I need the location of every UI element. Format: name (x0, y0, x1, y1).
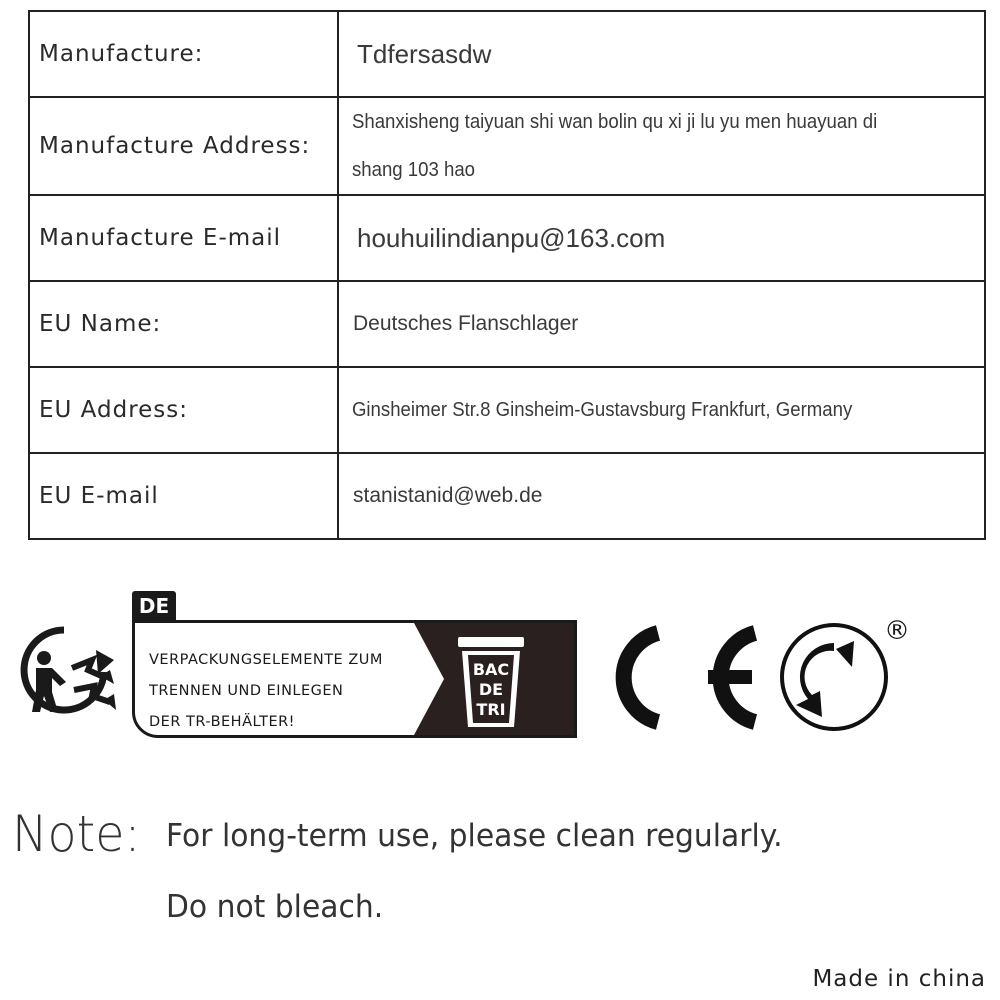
manufacture-label: Manufacture: (29, 11, 338, 97)
triman-line: TRENNEN UND EINLEGEN (149, 683, 344, 699)
ce-mark-icon (600, 625, 770, 730)
bin-text: BAC (472, 660, 510, 679)
table-row (29, 11, 985, 97)
eu-email-value: stanistanid@web.de (338, 453, 985, 539)
bin-text: DE (478, 680, 504, 699)
triman-info-box (132, 620, 577, 738)
manufacture-value: Tdfersasdw (338, 11, 985, 97)
eu-address-label: EU Address: (29, 367, 338, 453)
eu-name-label: EU Name: (29, 281, 338, 367)
bin-text: TRI (476, 700, 506, 719)
green-dot-icon (778, 621, 890, 733)
manufacture-email-value: houhuilindianpu@163.com (338, 195, 985, 281)
manufacture-email-label: Manufacture E-mail (29, 195, 338, 281)
made-in-label: Made in china (812, 966, 986, 992)
table-row (29, 453, 985, 539)
triman-icon (10, 620, 118, 720)
eu-address-value: Ginsheimer Str.8 Ginsheim-Gustavsburg Frankfurt, Germany (338, 367, 940, 453)
registered-mark: ® (884, 616, 910, 646)
manufacture-address-value: Shanxisheng taiyuan shi wan bolin qu xi ji lu yu men huayuan di shang 103 hao (338, 97, 940, 195)
table-row (29, 367, 985, 453)
de-badge: DE (132, 591, 176, 621)
note-label: Note: (12, 805, 141, 863)
table-row (29, 195, 985, 281)
info-table (28, 10, 986, 540)
triman-text (149, 645, 449, 738)
triman-line: VERPACKUNGSELEMENTE ZUM (149, 652, 383, 668)
table-row (29, 281, 985, 367)
eu-name-value: Deutsches Flanschlager (338, 281, 985, 367)
note-line: For long-term use, please clean regularly. (166, 818, 783, 854)
eu-email-label: EU E-mail (29, 453, 338, 539)
note-line: Do not bleach. (166, 889, 384, 925)
compliance-symbols (0, 585, 1000, 765)
bac-de-tri-panel (414, 623, 574, 735)
table-row (29, 97, 985, 195)
triman-line: DER TR-BEHÄLTER! (149, 714, 295, 730)
manufacture-address-label: Manufacture Address: (29, 97, 338, 195)
